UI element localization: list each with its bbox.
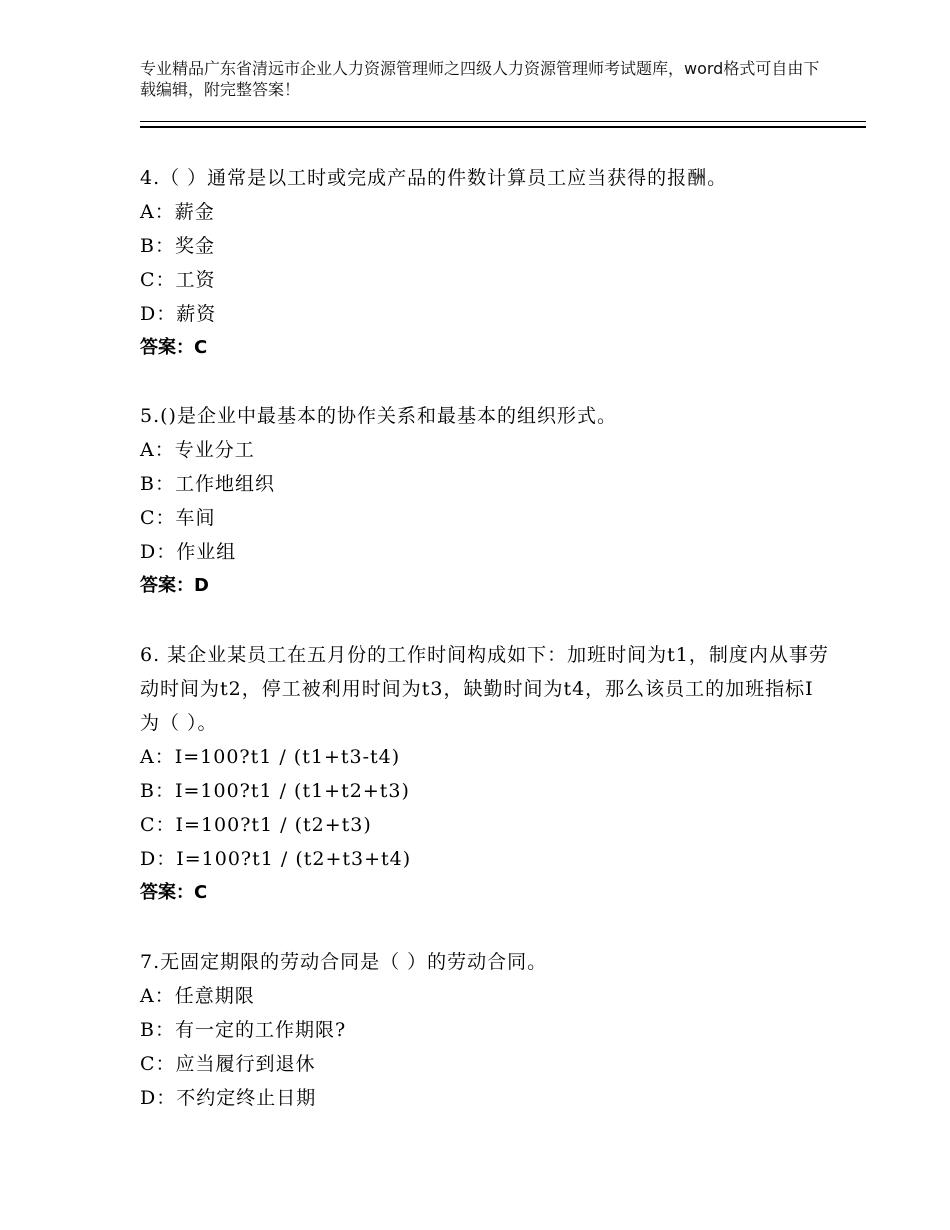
option-a: A：薪金 xyxy=(140,201,215,223)
option-c: C：工资 xyxy=(140,269,216,291)
option-a: A：专业分工 xyxy=(140,439,255,461)
answer: 答案：D xyxy=(140,575,209,596)
question-4 xyxy=(140,161,830,365)
header-divider xyxy=(140,121,866,128)
answer: 答案：C xyxy=(140,882,208,903)
option-b: B：奖金 xyxy=(140,235,215,257)
option-d: D：不约定终止日期 xyxy=(140,1087,317,1109)
document-header: 专业精品广东省清远市企业人力资源管理师之四级人力资源管理师考试题库，word格式可自由下载编辑，附完整答案！ xyxy=(140,59,820,99)
question-7 xyxy=(140,945,830,1115)
option-d: D：薪资 xyxy=(140,303,217,325)
question-stem: 4.（ ）通常是以工时或完成产品的件数计算员工应当获得的报酬。 xyxy=(140,167,728,189)
option-c: C：应当履行到退休 xyxy=(140,1053,316,1075)
question-stem: 5.()是企业中最基本的协作关系和最基本的组织形式。 xyxy=(140,405,617,427)
option-a: A：I=100?t1 / (t1+t3-t4) xyxy=(140,746,401,768)
question-stem: 7.无固定期限的劳动合同是（ ）的劳动合同。 xyxy=(140,951,548,973)
option-b: B：I=100?t1 / (t1+t2+t3) xyxy=(140,780,410,802)
option-b: B：有一定的工作期限? xyxy=(140,1019,347,1041)
question-stem: 6. 某企业某员工在五月份的工作时间构成如下：加班时间为t1，制度内从事劳动时间为t2，停工被利用时间为t3，缺勤时间为t4，那么该员工的加班指标Ⅰ为（ ）。 xyxy=(140,644,829,734)
answer: 答案：C xyxy=(140,337,208,358)
option-b: B：工作地组织 xyxy=(140,473,275,495)
option-a: A：任意期限 xyxy=(140,985,255,1007)
option-d: D：作业组 xyxy=(140,541,237,563)
option-c: C：I=100?t1 / (t2+t3) xyxy=(140,814,372,836)
question-6 xyxy=(140,638,830,910)
option-c: C：车间 xyxy=(140,507,216,529)
option-d: D：I=100?t1 / (t2+t3+t4) xyxy=(140,848,412,870)
question-5 xyxy=(140,399,830,603)
